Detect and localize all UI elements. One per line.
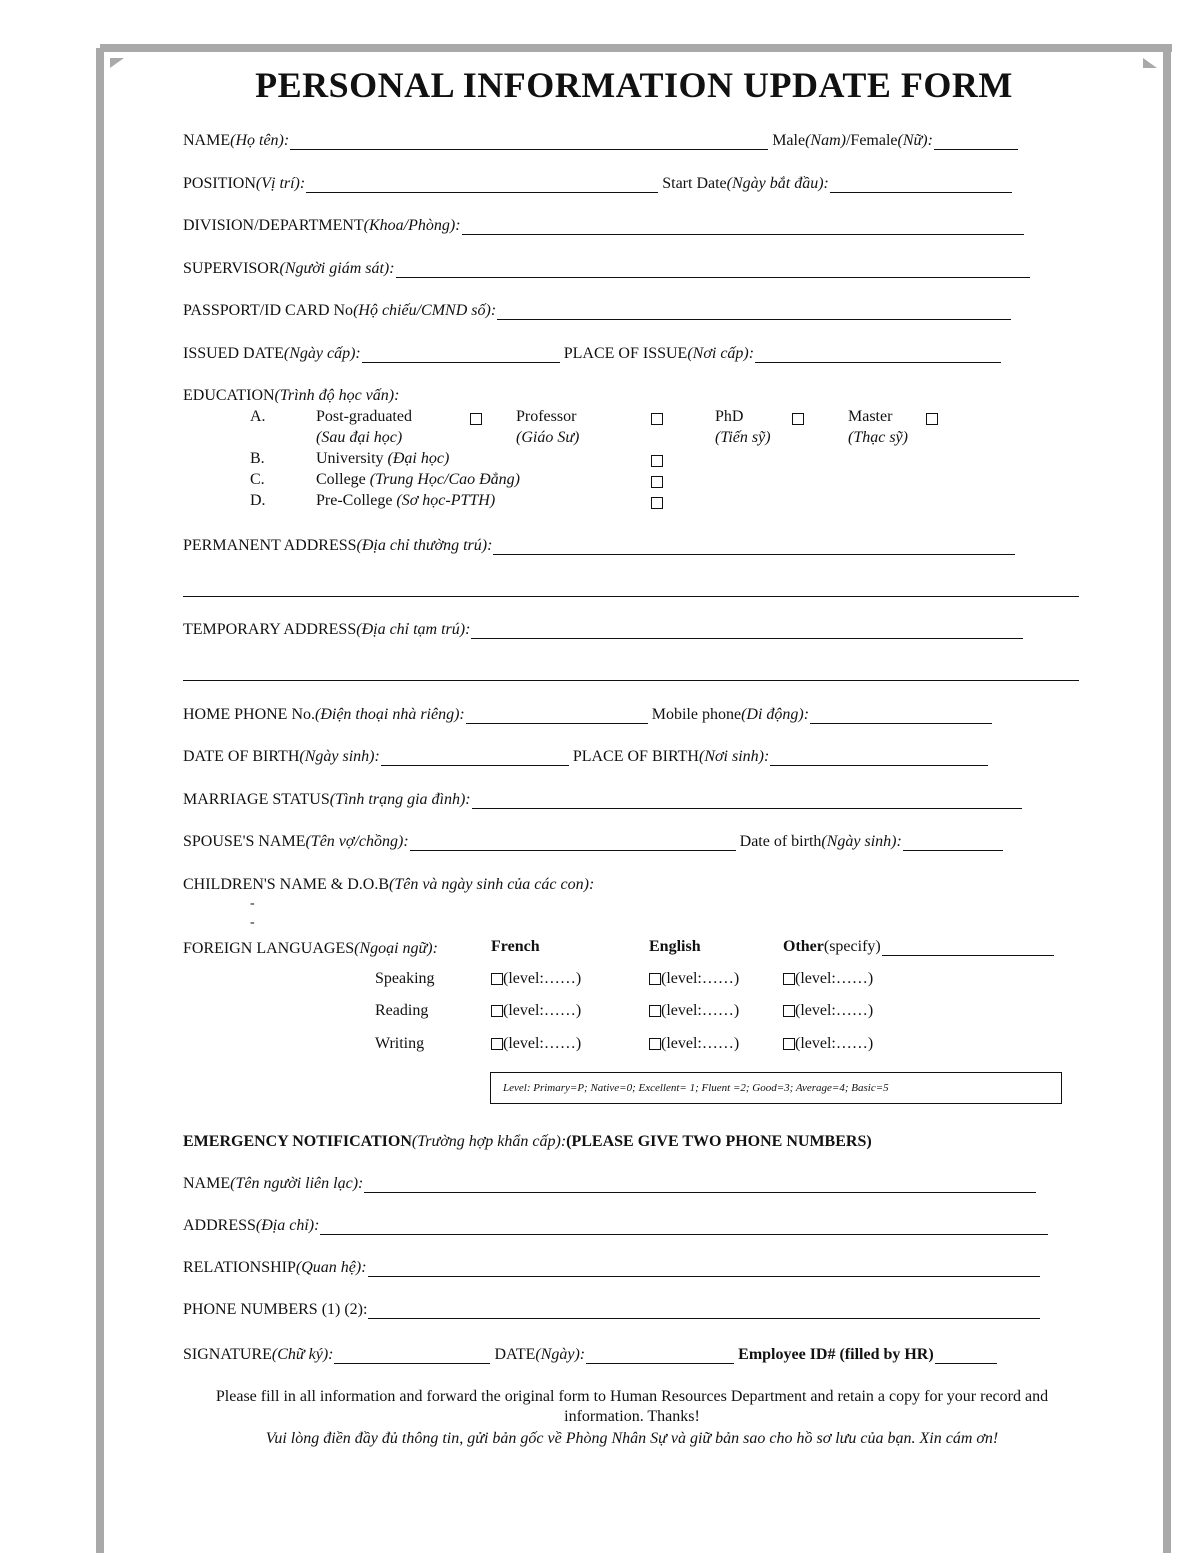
division-field[interactable] <box>462 218 1024 235</box>
temporary-address-row: TEMPORARY ADDRESS (Địa chỉ tạm trú): <box>183 617 1027 639</box>
education-row: EDUCATION (Trình độ học vấn): <box>183 387 400 404</box>
university-checkbox[interactable] <box>651 455 663 467</box>
passport-row: PASSPORT/ID CARD No (Hộ chiếu/CMND số): <box>183 298 1015 320</box>
page-title: PERSONAL INFORMATION UPDATE FORM <box>255 65 1013 105</box>
english-speaking-checkbox[interactable] <box>649 973 661 985</box>
other-reading-checkbox[interactable] <box>783 1005 795 1017</box>
name-row: NAME (Họ tên): Male (Nam) /Female (Nữ): <box>183 128 1022 150</box>
signature-field[interactable] <box>334 1347 490 1364</box>
page-border-top <box>100 44 1172 52</box>
home-phone-field[interactable] <box>466 707 648 724</box>
signature-date-field[interactable] <box>586 1347 734 1364</box>
french-writing-checkbox[interactable] <box>491 1038 503 1050</box>
form-page: PERSONAL INFORMATION UPDATE FORM NAME (Họ tên): Male (Nam) /Female (Nữ): POSITION (Vị trí): Start Date (Ngày bắt đầu): DIVISION/DEPARTMENT (Khoa/Phòng): SUPERVISOR (Người giám sát): PASSPORT/ID CARD No (Hộ chiếu/CMND số): ISSUED DATE (Ngày cấp): PLACE OF ISSUE (Nơi cấp): EDUCATION (Trình độ học vấn): A. Post-graduated (Sau đại học) Professor (Giáo Sư) PhD (Tiến sỹ) Master (Thạc sỹ) B. University (Đại học) C. College (Trung Học/Cao Đẳng) D. Pre-College (Sơ học-PTTH) PERMANENT ADDRESS (Địa chỉ thường trú): TEMPORARY ADDRESS (Địa chỉ tạm trú): HOME PHONE No. (Điện thoại nhà riêng): Mobile phone (Di động): DATE OF BIRTH (Ngày sinh): PLACE OF BIRTH (Nơi sinh): MARRIAGE STATUS (Tình trạng gia đình): SPOUSE'S NAME (Tên vợ/chồng): Date of birth (Ngày sinh): CHILDREN'S NAME & D.O.B (Tên và ngày sinh của các con): - - FOREIGN LANGUAGES (Ngoại ngữ): French English Other (specify) Speaking (level:……) (level:……) (level:……) Reading (level:……) (level:……) (level:……) Writing (level:……) (level:……) (level:……) Level: Primary=P; Native=0; Excellent= 1; Fluent =2; Good=3; Average=4; Basic=5 EMERGENCY NOTIFICATION (Trường hợp khẩn cấp): (PLEASE GIVE TWO PHONE NUMBERS) NAME (Tên người liên lạc): ADDRESS (Địa chỉ): RELATIONSHIP (Quan hệ): PHONE NUMBERS (1) (2): SIGNATURE (Chữ ký): DATE (Ngày): Employee ID# (filled by HR) Please fill in all information and forward the original form to Human Resources Department and retain a copy for your record and information. Thanks! Vui lòng điền đầy đủ thông tin, gửi bản gốc về Phòng Nhân Sự và giữ bản sao cho hồ sơ lưu của bạn. Xin cám ơn! <box>0 0 1200 1553</box>
spouse-name-field[interactable] <box>410 834 736 851</box>
french-speaking-checkbox[interactable] <box>491 973 503 985</box>
marriage-field[interactable] <box>472 792 1022 809</box>
children-row: CHILDREN'S NAME & D.O.B (Tên và ngày sinh của các con): <box>183 876 595 893</box>
gender-field[interactable] <box>934 133 1018 150</box>
division-row: DIVISION/DEPARTMENT (Khoa/Phòng): <box>183 213 1028 235</box>
postgrad-checkbox[interactable] <box>470 413 482 425</box>
level-legend: Level: Primary=P; Native=0; Excellent= 1; Fluent =2; Good=3; Average=4; Basic=5 <box>490 1072 1062 1104</box>
spouse-row: SPOUSE'S NAME (Tên vợ/chồng): Date of birth (Ngày sinh): <box>183 829 1007 851</box>
master-checkbox[interactable] <box>926 413 938 425</box>
professor-checkbox[interactable] <box>651 413 663 425</box>
footer-note-vi: Vui lòng điền đầy đủ thông tin, gửi bản gốc về Phòng Nhân Sự và giữ bản sao cho hồ sơ lưu của bạn. Xin cám ơn! <box>265 1430 999 1447</box>
college-checkbox[interactable] <box>651 476 663 488</box>
mobile-phone-field[interactable] <box>810 707 992 724</box>
permanent-address-row: PERMANENT ADDRESS (Địa chỉ thường trú): <box>183 533 1019 555</box>
english-writing-checkbox[interactable] <box>649 1038 661 1050</box>
start-date-field[interactable] <box>830 176 1012 193</box>
permanent-address-field[interactable] <box>493 538 1015 555</box>
phone-row: HOME PHONE No. (Điện thoại nhà riêng): Mobile phone (Di động): <box>183 702 996 724</box>
spouse-dob-field[interactable] <box>903 834 1003 851</box>
emergency-name-field[interactable] <box>364 1176 1036 1193</box>
phone-numbers-row: PHONE NUMBERS (1) (2): <box>183 1297 1044 1319</box>
emergency-address-field[interactable] <box>320 1218 1048 1235</box>
english-reading-checkbox[interactable] <box>649 1005 661 1017</box>
other-writing-checkbox[interactable] <box>783 1038 795 1050</box>
french-reading-checkbox[interactable] <box>491 1005 503 1017</box>
emergency-address-row: ADDRESS (Địa chỉ): <box>183 1213 1052 1235</box>
dob-field[interactable] <box>381 749 569 766</box>
other-language-field[interactable] <box>882 939 1054 956</box>
temporary-address-field[interactable] <box>471 622 1023 639</box>
relationship-field[interactable] <box>368 1260 1040 1277</box>
place-of-birth-field[interactable] <box>770 749 988 766</box>
relationship-row: RELATIONSHIP (Quan hệ): <box>183 1255 1044 1277</box>
emergency-heading: EMERGENCY NOTIFICATION (Trường hợp khẩn cấp): (PLEASE GIVE TWO PHONE NUMBERS) <box>183 1133 872 1150</box>
signature-row: SIGNATURE (Chữ ký): DATE (Ngày): Employee ID# (filled by HR) <box>183 1342 1001 1364</box>
position-row: POSITION (Vị trí): Start Date (Ngày bắt đầu): <box>183 171 1016 193</box>
supervisor-field[interactable] <box>396 261 1030 278</box>
position-field[interactable] <box>306 176 658 193</box>
name-field[interactable] <box>290 133 768 150</box>
supervisor-row: SUPERVISOR (Người giám sát): <box>183 256 1034 278</box>
marriage-row: MARRIAGE STATUS (Tình trạng gia đình): <box>183 787 1026 809</box>
footer-note-en: Please fill in all information and forward the original form to Human Resources Department and retain a copy for your record and information. Thanks! <box>215 1388 1049 1425</box>
temporary-address-line-2[interactable] <box>183 680 1079 681</box>
birth-row: DATE OF BIRTH (Ngày sinh): PLACE OF BIRTH (Nơi sinh): <box>183 744 992 766</box>
place-of-issue-field[interactable] <box>755 346 1001 363</box>
employee-id-field[interactable] <box>935 1347 997 1364</box>
phd-checkbox[interactable] <box>792 413 804 425</box>
precollege-checkbox[interactable] <box>651 497 663 509</box>
emergency-name-row: NAME (Tên người liên lạc): <box>183 1171 1040 1193</box>
passport-field[interactable] <box>497 303 1011 320</box>
phone-numbers-field[interactable] <box>368 1302 1040 1319</box>
issued-row: ISSUED DATE (Ngày cấp): PLACE OF ISSUE (Nơi cấp): <box>183 341 1005 363</box>
other-speaking-checkbox[interactable] <box>783 973 795 985</box>
page-border-right <box>1163 48 1171 1553</box>
page-border-left <box>96 48 104 1553</box>
languages-row: FOREIGN LANGUAGES (Ngoại ngữ): <box>183 940 438 957</box>
permanent-address-line-2[interactable] <box>183 596 1079 597</box>
issued-date-field[interactable] <box>362 346 560 363</box>
